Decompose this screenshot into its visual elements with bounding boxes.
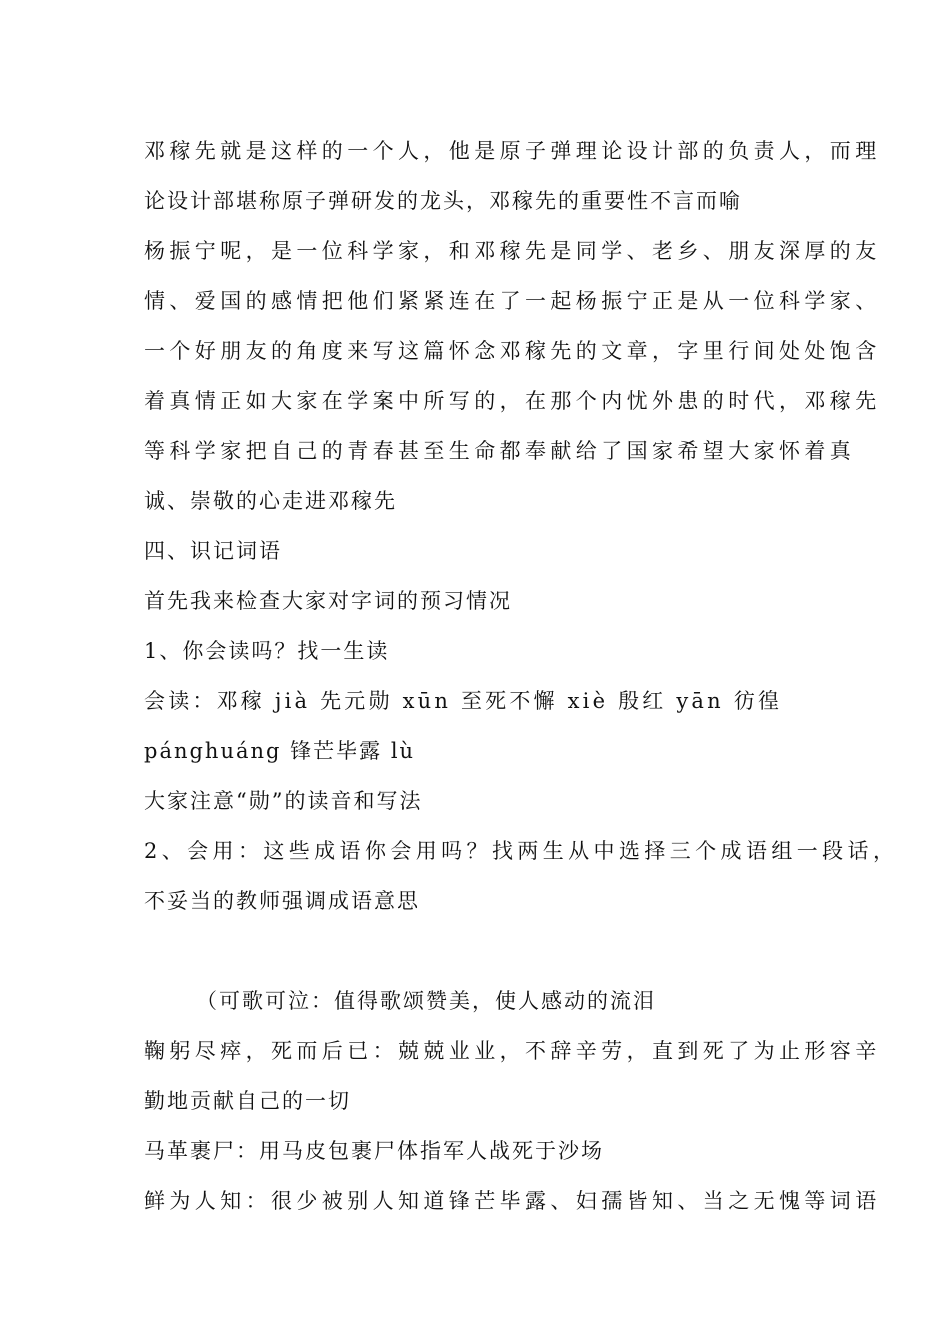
paragraph-line: 大家注意“勋”的读音和写法 [144, 789, 423, 813]
paragraph-line: 2、会用：这些成语你会用吗？找两生从中选择三个成语组一段话， [144, 839, 899, 863]
idiom-definition-line: 鞠躬尽瘁，死而后已：兢兢业业，不辞辛劳，直到死了为止形容辛 [144, 1039, 881, 1063]
section-heading: 四、识记词语 [144, 539, 282, 563]
idiom-definition-line: （可歌可泣：值得歌颂赞美，使人感动的流泪 [196, 989, 656, 1013]
idiom-definition-line: 勤地贡献自己的一切 [144, 1089, 351, 1113]
paragraph-line: 邓稼先就是这样的一个人，他是原子弹理论设计部的负责人，而理 [144, 139, 881, 163]
idiom-definition-line: 马革裹尸：用马皮包裹尸体指军人战死于沙场 [144, 1139, 604, 1163]
paragraph-line: 杨振宁呢，是一位科学家，和邓稼先是同学、老乡、朋友深厚的友 [144, 239, 881, 263]
pinyin-line: 会读：邓稼 jià 先元勋 xūn 至死不懈 xiè 殷红 yān 彷徨 [144, 689, 783, 713]
paragraph-line: 诚、崇敬的心走进邓稼先 [144, 489, 397, 513]
paragraph-line: 一个好朋友的角度来写这篇怀念邓稼先的文章，字里行间处处饱含 [144, 339, 881, 363]
idiom-definition-line: 鲜为人知：很少被别人知道锋芒毕露、妇孺皆知、当之无愧等词语 [144, 1189, 881, 1213]
paragraph-line: 等科学家把自己的青春甚至生命都奉献给了国家希望大家怀着真 [144, 439, 856, 463]
paragraph-line: 不妥当的教师强调成语意思 [144, 889, 420, 913]
paragraph-line: 论设计部堪称原子弹研发的龙头，邓稼先的重要性不言而喻 [144, 189, 742, 213]
paragraph-line: 1、你会读吗？找一生读 [144, 639, 390, 663]
paragraph-line: 首先我来检查大家对字词的预习情况 [144, 589, 512, 613]
paragraph-line: 着真情正如大家在学案中所写的，在那个内忧外患的时代，邓稼先 [144, 389, 881, 413]
paragraph-line: 情、爱国的感情把他们紧紧连在了一起杨振宁正是从一位科学家、 [144, 289, 881, 313]
pinyin-line: pánghuáng 锋芒毕露 lù [144, 739, 416, 763]
